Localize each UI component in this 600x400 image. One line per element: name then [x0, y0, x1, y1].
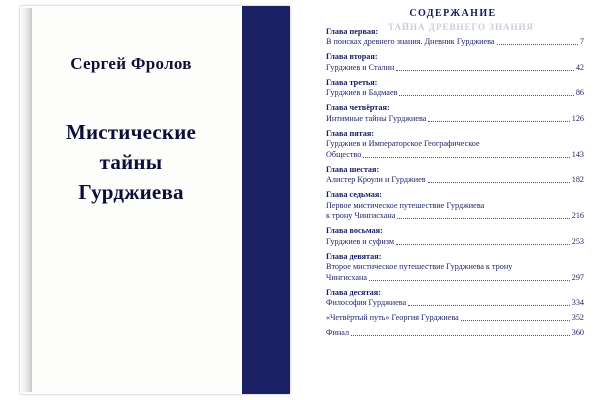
cover-title-line-3: Гурджиева	[78, 179, 184, 204]
toc-leader-dots	[396, 69, 574, 71]
toc-entry[interactable]	[326, 288, 584, 309]
toc-entry-page-number: 253	[571, 236, 584, 246]
toc-leader-dots	[461, 319, 570, 321]
toc-heading: СОДЕРЖАНИЕ	[409, 8, 497, 19]
toc-leader-dots	[399, 94, 573, 96]
book-cover	[8, 6, 290, 394]
cover-author: Сергей Фролов	[70, 54, 192, 73]
toc-entry-page-number: 143	[571, 149, 584, 159]
toc-entry[interactable]	[326, 190, 584, 222]
toc-entry[interactable]	[326, 252, 584, 284]
toc-entry-title-continued: Общество	[326, 149, 362, 159]
toc-entry-title: Финал	[326, 328, 350, 338]
toc-leader-dots	[428, 181, 570, 183]
toc-entry-title: Алистер Кроули и Гурджиев	[326, 175, 426, 185]
toc-entry-page-number: 42	[575, 62, 584, 72]
toc-entry-chapter: Глава вторая:	[326, 52, 378, 62]
toc-entry-page-number: 216	[571, 211, 584, 221]
toc-entry-title: «Четвёртый путь» Георгия Гурджиева	[326, 313, 459, 323]
toc-entry-chapter: Глава десятая:	[326, 287, 381, 297]
toc-entry-chapter: Глава первая:	[326, 26, 379, 36]
toc-entry[interactable]	[326, 328, 584, 339]
book-cover-face	[20, 6, 290, 394]
toc-entry-chapter: Глава четвёртая:	[326, 103, 390, 113]
toc-entry[interactable]	[326, 313, 584, 324]
cover-title	[20, 118, 242, 207]
toc-leader-dots	[396, 243, 570, 245]
toc-entry-title: Гурджиев и Сталин	[326, 62, 395, 72]
toc-entry-line	[326, 211, 584, 222]
toc-entry-title: Первое мистическое путешествие Гурджиева	[326, 200, 485, 210]
toc-leader-dots	[497, 43, 578, 45]
toc-entry-page-number: 352	[571, 313, 584, 323]
cover-title-line-1: Мистические	[65, 120, 197, 144]
toc-entry-title: Гурджиев и Бадмаев	[326, 88, 398, 98]
toc-entry-line	[326, 63, 584, 74]
toc-entry[interactable]	[326, 165, 584, 186]
toc-entry-line	[326, 114, 584, 125]
toc-entry-chapter: Глава девятая:	[326, 251, 382, 261]
toc-entry-chapter: Глава пятая:	[326, 128, 375, 138]
toc-entry[interactable]	[326, 52, 584, 73]
table-of-contents-page	[310, 4, 596, 396]
toc-entry-chapter: Глава восьмая:	[326, 226, 383, 236]
toc-entry-line	[326, 88, 584, 99]
toc-leader-dots	[351, 334, 570, 336]
toc-entry-title: Второе мистическое путешествие Гурджиева к трону	[326, 262, 513, 272]
toc-entry-chapter: Глава третья:	[326, 77, 378, 87]
toc-entry-line	[326, 150, 584, 161]
toc-entry-page-number: 334	[571, 298, 584, 308]
toc-entry-page-number: 126	[571, 113, 584, 123]
cover-title-line-2: тайны	[99, 149, 163, 174]
toc-entry-line	[326, 328, 584, 339]
toc-entry[interactable]	[326, 27, 584, 48]
toc-entry[interactable]	[326, 226, 584, 247]
toc-entry[interactable]	[326, 129, 584, 161]
toc-entry-page-number: 297	[571, 272, 584, 282]
cover-series-band	[242, 6, 290, 394]
toc-entry-title: Гурджиев и Императорское Географическое	[326, 139, 480, 149]
ghost-text-bleed: ТАЙНА ДРЕВНЕГО ЗНАНИЯ	[387, 22, 534, 32]
toc-entry-title: Гурджиев и суфизм	[326, 236, 395, 246]
toc-entry-list	[310, 27, 596, 339]
toc-entry-page-number: 86	[575, 88, 584, 98]
toc-entry-page-number: 182	[571, 175, 584, 185]
toc-entry-line	[326, 273, 584, 284]
toc-leader-dots	[369, 279, 570, 281]
toc-entry-title: Философия Гурджиева	[326, 298, 407, 308]
toc-entry-page-number: 360	[571, 328, 584, 338]
toc-entry-line	[326, 313, 584, 324]
toc-entry[interactable]	[326, 78, 584, 99]
toc-entry-title: Интимные тайны Гурджиева	[326, 113, 427, 123]
toc-entry-line	[326, 298, 584, 309]
toc-entry-title-continued: к трону Чингисхана	[326, 211, 396, 221]
toc-entry-line	[326, 237, 584, 248]
toc-entry-line	[326, 37, 584, 48]
toc-entry-title: В поисках древнего знания. Дневник Гурджиева	[326, 37, 495, 47]
toc-leader-dots	[408, 304, 570, 306]
toc-entry-title-continued: Чингисхана	[326, 272, 367, 282]
toc-leader-dots	[363, 156, 569, 158]
toc-entry-page-number: 7	[579, 37, 584, 47]
toc-entry-line	[326, 175, 584, 186]
toc-entry-chapter: Глава шестая:	[326, 164, 380, 174]
toc-leader-dots	[397, 217, 569, 219]
toc-entry[interactable]	[326, 103, 584, 124]
toc-entry-chapter: Глава седьмая:	[326, 190, 383, 200]
toc-leader-dots	[428, 120, 569, 122]
